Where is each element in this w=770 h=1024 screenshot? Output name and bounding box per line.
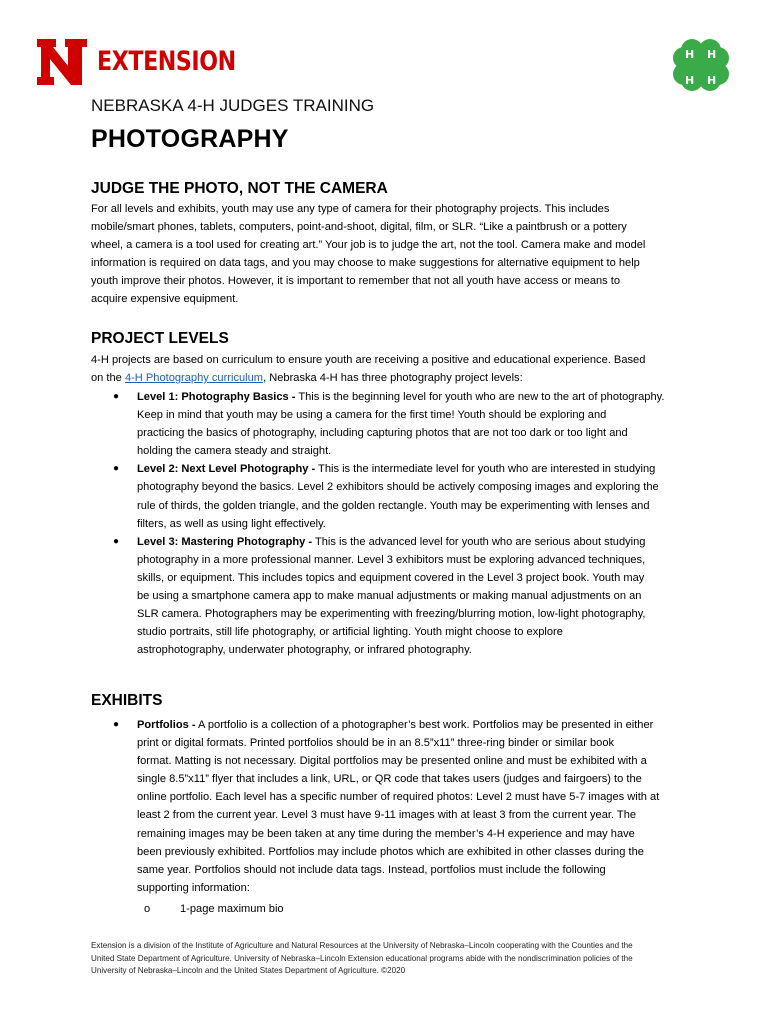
text-span: This is the advanced level for youth who are serious about studying — [312, 535, 646, 548]
bullet-icon: ● — [113, 463, 120, 475]
text-span: This is the intermediate level for youth who are interested in studying — [315, 463, 656, 476]
text-span: on the — [91, 372, 125, 385]
text-line: wheel, a camera is a tool used for creating art.” Your job is to judge the art, not the tool. Camera make and model — [91, 239, 646, 252]
text-line: astrophotography, underwater photography, or infrared photography. — [137, 644, 472, 657]
text-line: For all levels and exhibits, youth may use any type of camera for their photography projects. This includes — [91, 203, 610, 215]
bullet-icon: ● — [113, 391, 120, 402]
svg-text:H: H — [707, 74, 717, 87]
list-item — [91, 460, 691, 532]
text-line: single 8.5”x11” flyer that includes a link, URL, or QR code that takes users (judges and fairgoers) to the — [137, 773, 642, 786]
text-line: least 2 from the current year. Level 3 must have 9-11 images with at least 3 from the current year. The — [137, 809, 637, 822]
section-heading-exhibits: EXHIBITS — [91, 692, 163, 709]
text-line: youth improve their photos. However, it is important to remember that not all youth have access or means to — [91, 275, 621, 288]
levels-list — [91, 388, 691, 659]
text-line: practicing the basics of photography, including capturing photos that are not too dark or too light and — [137, 427, 628, 440]
sub-bullet-icon: o — [144, 903, 151, 915]
list-item — [91, 533, 691, 660]
list-item — [91, 388, 691, 460]
svg-text:H: H — [707, 48, 717, 61]
text-line: information is required on data tags, and you may choose to make suggestions for alternative equipment to help — [91, 257, 640, 270]
sub-list-item — [144, 900, 284, 918]
svg-text:H: H — [685, 48, 695, 61]
level-label: Level 2: Next Level Photography - — [137, 463, 316, 476]
bullet-icon: ● — [113, 535, 120, 547]
text-line: rule of thirds, the golden triangle, and the golden rectangle. Youth may be experimenting with lenses and — [137, 499, 650, 512]
paragraph-judge — [91, 200, 691, 309]
text-line: format. Matting is not necessary. Digital portfolios may be presented online and must be exhibited with a — [137, 755, 647, 768]
text-line: Keep in mind that youth may be using a camera for the first time! Youth should be exploring and — [137, 409, 607, 422]
text-line: mobile/smart phones, tablets, computers, point-and-shoot, digital, film, or SLR. “Like a paintbrush or a pottery — [91, 221, 627, 234]
text-line: print or digital formats. Printed portfolios should be in an 8.5”x11” three-ring binder or similar book — [137, 737, 615, 750]
text-line: SLR camera. Photographers may be experimenting with freezing/blurring motion, low-light photography, — [137, 608, 646, 621]
four-h-clover-icon — [670, 36, 732, 98]
program-name: NEBRASKA 4-H JUDGES TRAINING — [91, 96, 375, 115]
svg-text:H: H — [685, 74, 695, 87]
text-line — [91, 369, 691, 387]
text-line: remaining images may be been taken at any time during the member’s 4-H experience and may have — [137, 827, 635, 840]
level-label: Level 1: Photography Basics - — [137, 391, 296, 403]
text-line: photography beyond the basics. Level 2 exhibitors should be actively composing images and exploring the — [137, 481, 659, 494]
footer-line: University of Nebraska–Lincoln and the United States Department of Agriculture. ©2020 — [91, 966, 406, 975]
text-line: same year. Portfolios should not include data tags. Instead, portfolios must include the following — [137, 863, 606, 876]
text-line: holding the camera steady and straight. — [137, 445, 332, 458]
text-line: online portfolio. Each level has a specific number of required photos: Level 2 must have 5-7 images with at — [137, 791, 660, 804]
section-heading-judge: JUDGE THE PHOTO, NOT THE CAMERA — [91, 180, 388, 197]
text-line: acquire expensive equipment. — [91, 293, 239, 306]
text-span: , Nebraska 4-H has three photography project levels: — [263, 372, 523, 385]
text-line: supporting information: — [137, 881, 250, 894]
text-span: This is the beginning level for youth who are new to the art of photography. — [295, 391, 665, 403]
bullet-icon: ● — [113, 719, 120, 730]
text-line: filters, as well as using light effectively. — [137, 517, 326, 530]
level-label: Level 3: Mastering Photography - — [137, 535, 313, 548]
text-line: skills, or equipment. This includes topics and equipment covered in the Level 3 project book. Youth may — [137, 571, 645, 584]
text-line: be using a smartphone camera app to make manual adjustments or making manual adjustments on an — [137, 590, 642, 603]
text-line: 4-H projects are based on curriculum to ensure youth are receiving a positive and educational experience. Based — [91, 354, 646, 366]
nebraska-n-logo — [36, 36, 88, 88]
text-line: photography in a more professional manner. Level 3 exhibitors must be exploring advanced techniques, — [137, 553, 646, 566]
list-item — [91, 716, 691, 897]
page-title: PHOTOGRAPHY — [91, 125, 289, 153]
paragraph-levels-intro — [91, 351, 691, 387]
section-heading-levels: PROJECT LEVELS — [91, 330, 229, 347]
text-line: been previously exhibited. Portfolios may include photos which are exhibited in other classes during the — [137, 845, 644, 858]
text-line: studio portraits, still life photography, or artificial lighting. Youth might choose to explore — [137, 626, 563, 639]
exhibits-list — [91, 716, 691, 897]
footer-disclaimer — [91, 940, 691, 978]
curriculum-link[interactable]: 4-H Photography curriculum — [124, 372, 264, 385]
footer-line: United State Department of Agriculture. University of Nebraska–Lincoln Extension educational programs abide with the nondiscrimination policies of the — [91, 953, 633, 963]
text-span: A portfolio is a collection of a photographer’s best work. Portfolios may be presented in either — [195, 719, 654, 731]
text-span: 1-page maximum bio — [180, 903, 284, 915]
extension-wordmark: EXTENSION — [97, 46, 236, 77]
footer-line: Extension is a division of the Institute of Agriculture and Natural Resources at the University of Nebraska–Lincoln cooperating with the Counties and the — [91, 941, 633, 950]
exhibit-label: Portfolios - — [137, 719, 196, 731]
